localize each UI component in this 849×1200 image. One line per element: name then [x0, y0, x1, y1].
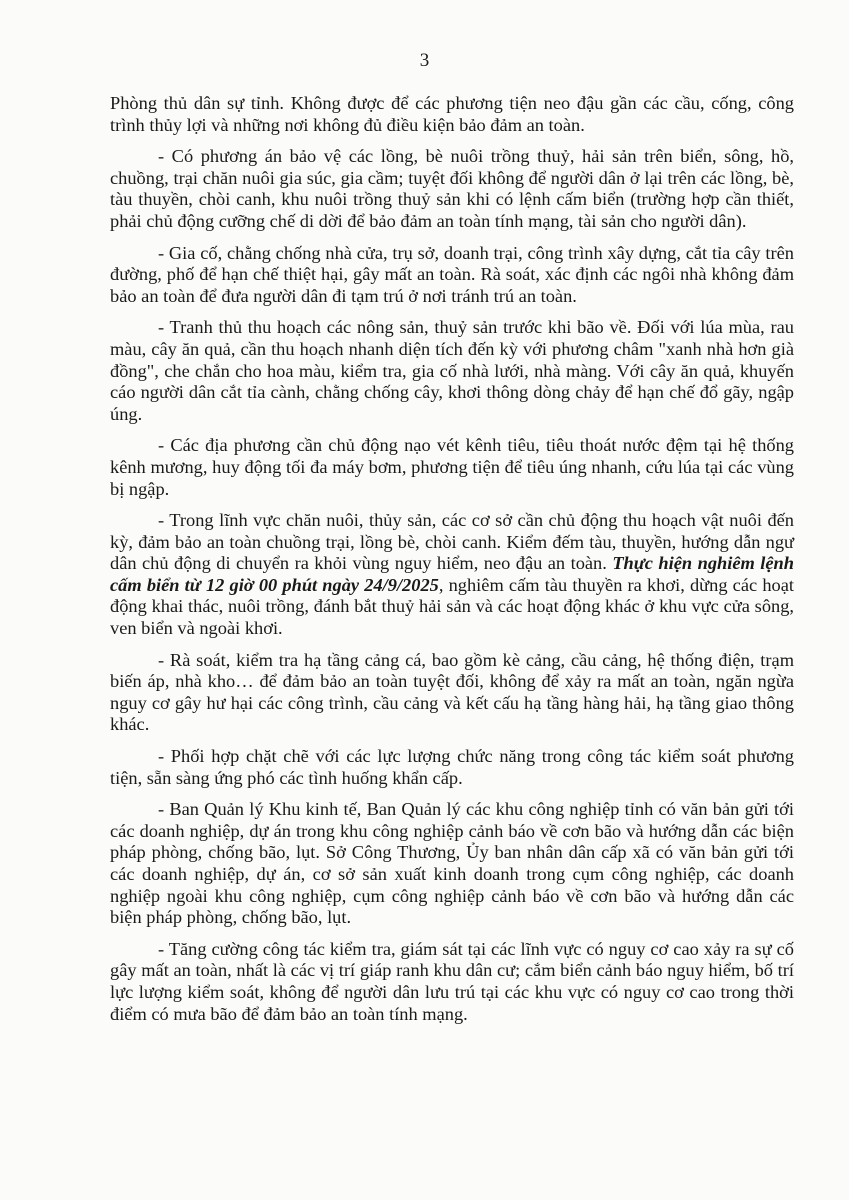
paragraph-port-infrastructure: - Rà soát, kiểm tra hạ tầng cảng cá, bao gồm kè cảng, cầu cảng, hệ thống điện, trạm biến áp, nhà kho… để đảm bảo an toàn tuyệt đối, không để xảy ra mất an toàn, ngăn ngừa nguy cơ gây hư hại các công trình, cầu cảng và kết cấu hạ tầng hàng hải, hạ tầng giao thông khác. — [110, 649, 794, 735]
paragraph-industrial-zones: - Ban Quản lý Khu kinh tế, Ban Quản lý các khu công nghiệp tỉnh có văn bản gửi tới các doanh nghiệp, dự án trong khu công nghiệp cảnh báo về cơn bão và hướng dẫn các biện pháp phòng, chống bão, lụt. Sở Công Thương, Ủy ban nhân dân cấp xã có văn bản gửi tới các doanh nghiệp, dự án, cơ sở sản xuất kinh doanh trong cụm công nghiệp, các doanh nghiệp ngoài khu công nghiệp, cụm công nghiệp cảnh báo về cơn bão và hướng dẫn các biện pháp phòng, chống bão, lụt. — [110, 799, 794, 928]
document-body — [110, 93, 794, 1035]
sea-ban-emphasis: Thực hiện nghiêm lệnh cấm biển từ 12 giờ 00 phút ngày 24/9/2025 — [110, 553, 795, 595]
paragraph-aquaculture-protection: - Có phương án bảo vệ các lồng, bè nuôi trồng thuỷ, hải sản trên biển, sông, hồ, chuồng, trại chăn nuôi gia súc, gia cầm; tuyệt đối không để người dân ở lại trên các lồng, bè, tàu thuyền, chòi canh, khu nuôi trồng thuỷ sản khi có lệnh cấm biển (trường hợp cần thiết, phải chủ động cưỡng chế di dời để bảo đảm an toàn tính mạng, tài sản cho người dân). — [110, 146, 794, 231]
paragraph-continuation: Phòng thủ dân sự tỉnh. Không được để các phương tiện neo đậu gần các cầu, cống, công trình thủy lợi và những nơi không đủ điều kiện bảo đảm an toàn. — [110, 93, 794, 135]
paragraph-harvest: - Tranh thủ thu hoạch các nông sản, thuỷ sản trước khi bão về. Đối với lúa mùa, rau màu, cây ăn quả, cần thu hoạch nhanh diện tích đến kỳ với phương châm "xanh nhà hơn già đồng", che chắn cho hoa màu, kiểm tra, gia cố nhà lưới, nhà màng. Với cây ăn quả, khuyến cáo người dân cắt tỉa cành, chằng chống cây, khơi thông dòng chảy để hạn chế đổ gãy, ngập úng. — [110, 317, 794, 424]
paragraph-drainage: - Các địa phương cần chủ động nạo vét kênh tiêu, tiêu thoát nước đệm tại hệ thống kênh mương, huy động tối đa máy bơm, phương tiện để tiêu úng nhanh, cứu lúa tại các vùng bị ngập. — [110, 435, 794, 499]
paragraph-inspection: - Tăng cường công tác kiểm tra, giám sát tại các lĩnh vực có nguy cơ cao xảy ra sự cố gây mất an toàn, nhất là các vị trí giáp ranh khu dân cư; cắm biển cảnh báo nguy hiểm, bố trí lực lượng kiểm soát, không để người dân lưu trú tại các khu vực có nguy cơ cao trong thời điểm có mưa bão để đảm bảo an toàn tính mạng. — [110, 938, 794, 1024]
paragraph-coordination: - Phối hợp chặt chẽ với các lực lượng chức năng trong công tác kiểm soát phương tiện, sẵn sàng ứng phó các tình huống khẩn cấp. — [110, 746, 794, 788]
page-number: 3 — [419, 50, 430, 71]
fisheries-text-after: , nghiêm cấm tàu thuyền ra khơi, dừng các hoạt động khai thác, nuôi trồng, đánh bắt thuỷ hải sản và các hoạt động khác ở khu vực cửa sông, ven biển và ngoài khơi. — [110, 574, 794, 639]
paragraph-house-reinforcement: - Gia cố, chằng chống nhà cửa, trụ sở, doanh trại, công trình xây dựng, cắt tỉa cây trên đường, phố để hạn chế thiệt hại, gây mất an toàn. Rà soát, xác định các ngôi nhà không đảm bảo an toàn để đưa người dân đi tạm trú ở nơi tránh trú an toàn. — [110, 242, 794, 306]
paragraph-fisheries — [110, 510, 794, 640]
fisheries-text-before: - Trong lĩnh vực chăn nuôi, thủy sản, các cơ sở cần chủ động thu hoạch vật nuôi đến kỳ, đảm bảo an toàn chuồng trại, lồng bè, chòi canh. Kiểm đếm tàu, thuyền, hướng dẫn ngư dân chủ động di chuyển ra khỏi vùng nguy hiểm, neo đậu an toàn. — [110, 510, 794, 574]
